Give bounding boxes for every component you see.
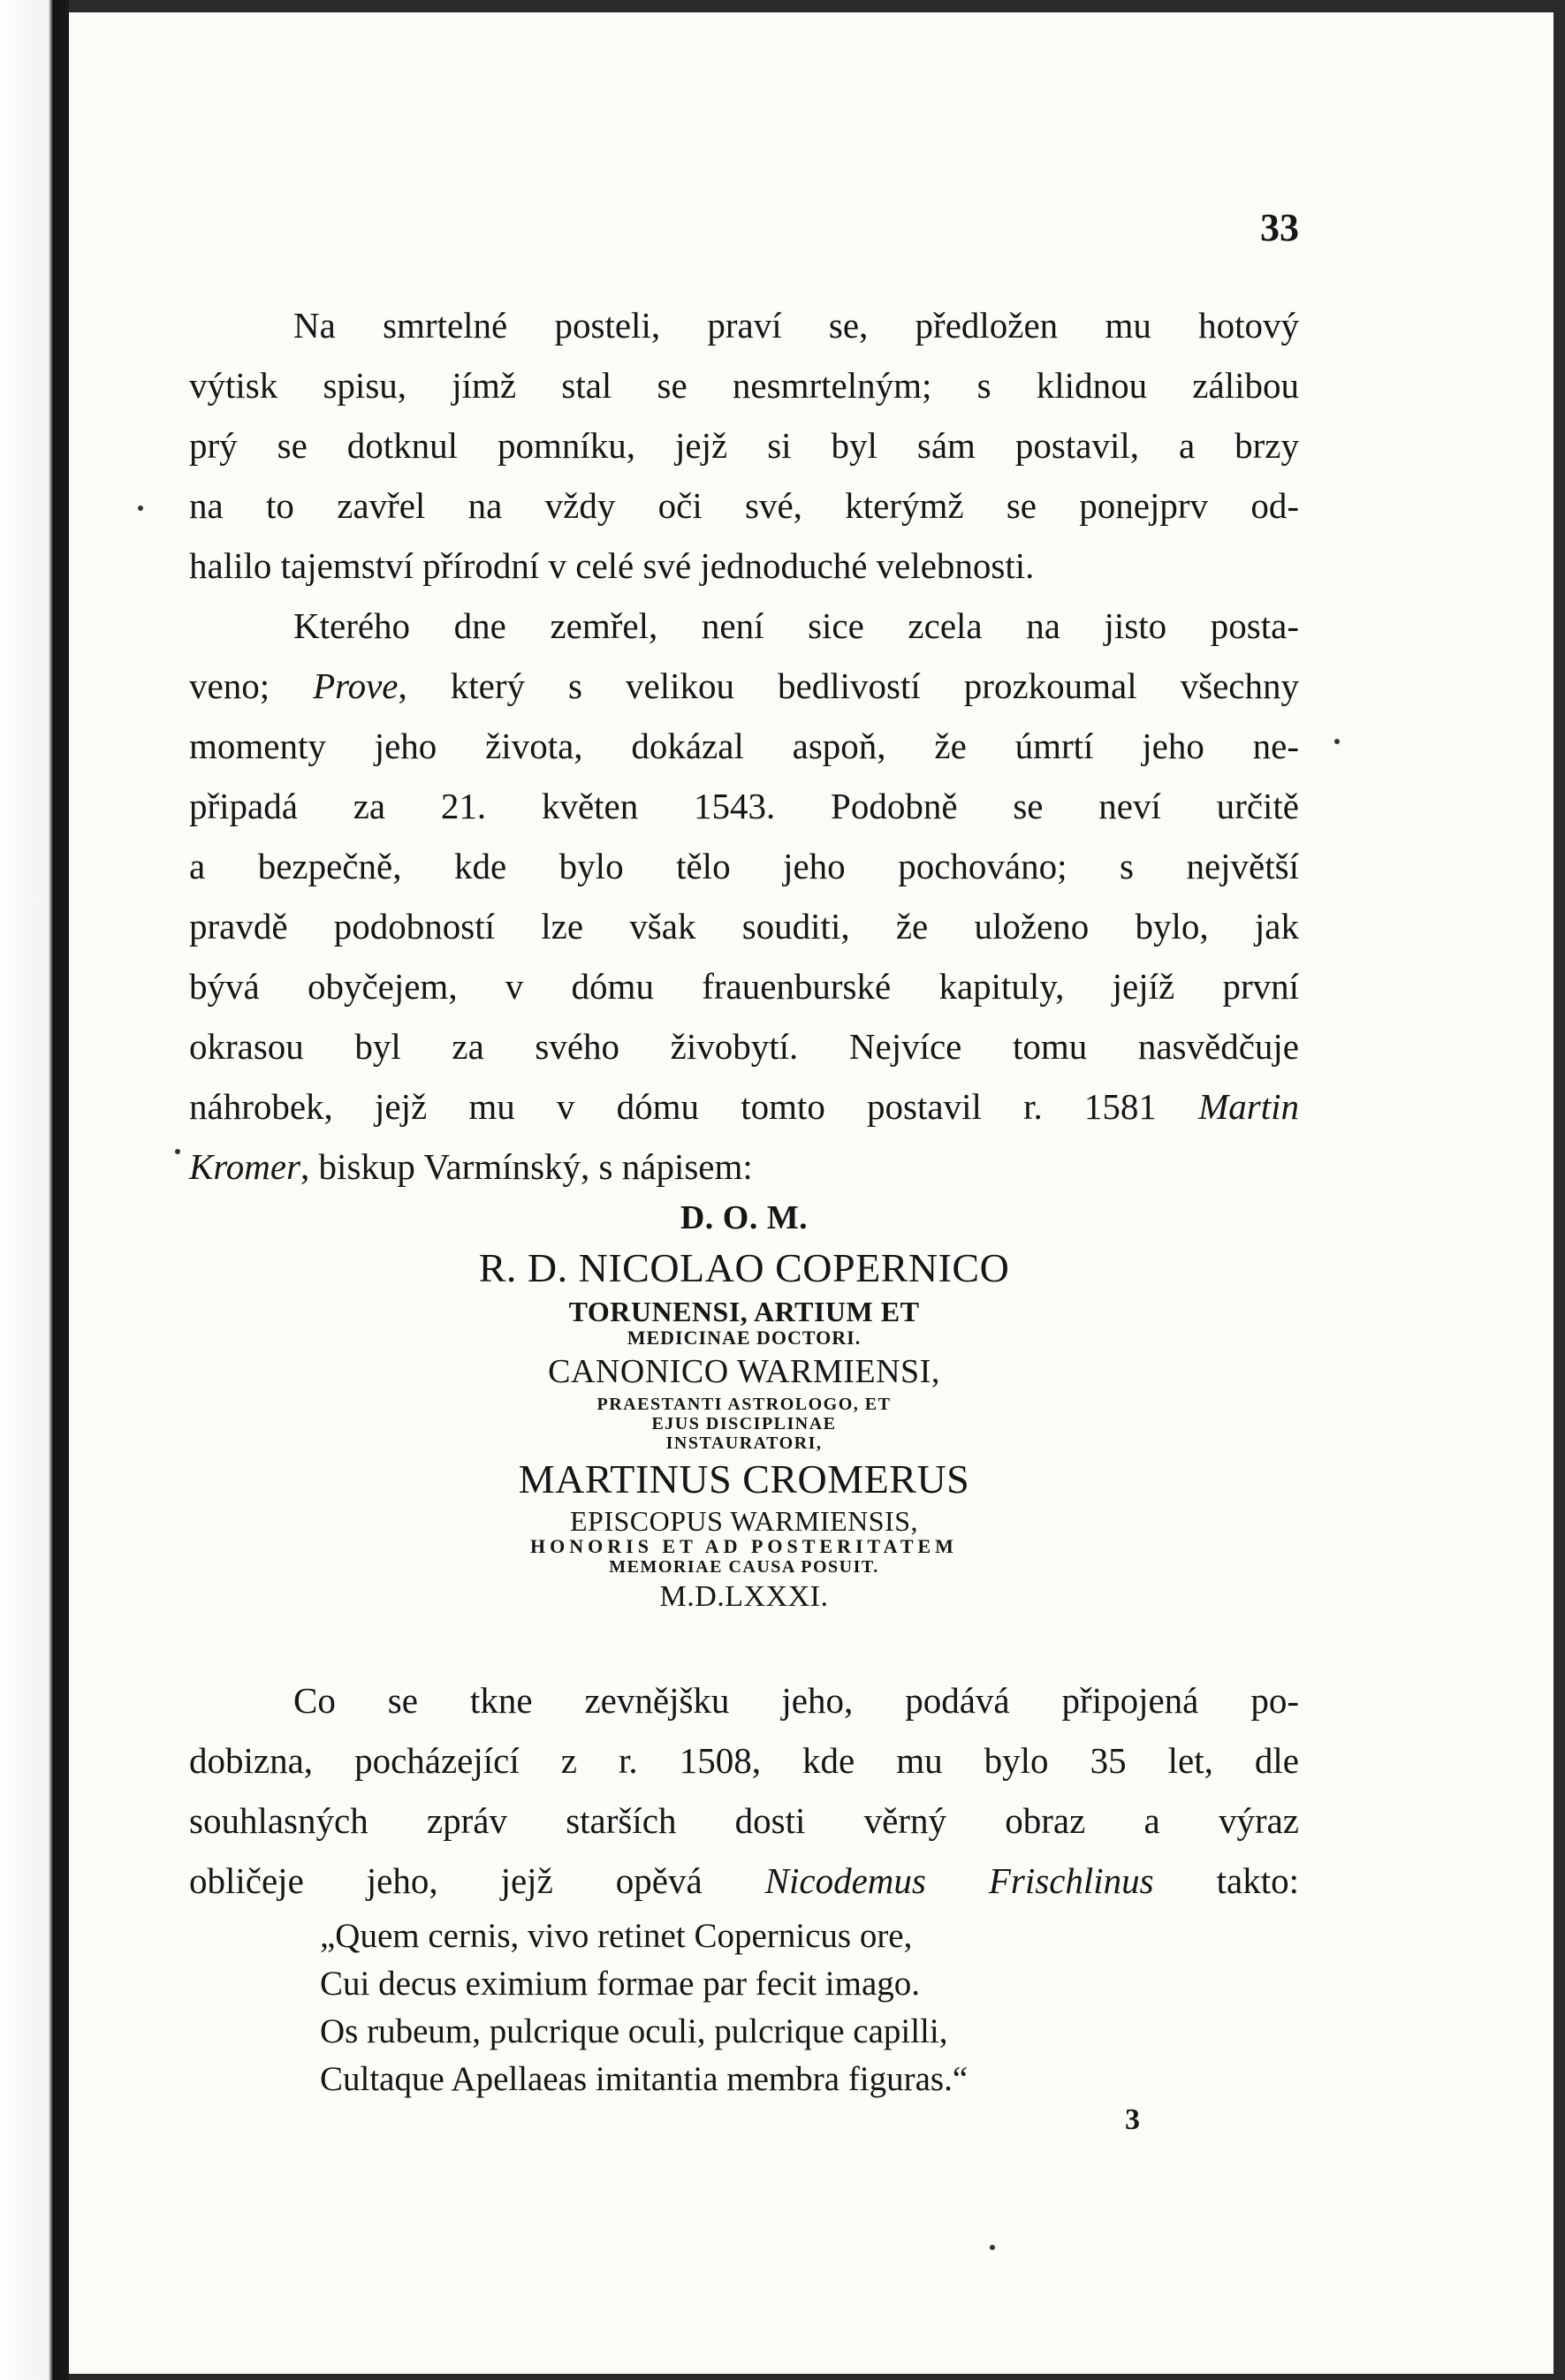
signature-mark: 3 [1125,2103,1140,2136]
scan-edge [0,0,69,2380]
text-span: takto: [1153,1860,1300,1901]
scan-speck [1334,739,1340,744]
text-span: veno; [189,665,314,706]
paragraph-3 [189,1670,1299,1911]
poem-line: Cultaque Apellaeas imitantia membra figuras.“ [320,2060,969,2098]
epitaph-inscription [189,1195,1299,1617]
latin-poem [320,1912,1168,2103]
epitaph-line: INSTAURATORI, [665,1433,823,1453]
epitaph-line: MARTINUS CROMERUS [518,1456,970,1502]
text-span: náhrobek, jejž mu v dómu tomto postavil r. 1581 [189,1086,1199,1127]
text-line: souhlasných zpráv starších dosti věrný obraz a výraz [189,1800,1299,1841]
text-line: na to zavřel na vždy oči své, kterýmž se ponejprv od- [189,485,1299,526]
text-line: a bezpečně, kde bylo tělo jeho pochováno; s největší [189,846,1299,886]
text-line: pravdě podobností lze však souditi, že uloženo bylo, jak [189,906,1299,947]
author-name-prove: Prove [313,665,399,706]
text-line: Kterého dne zemřel, není sice zcela na jisto posta- [293,605,1299,646]
epitaph-line: M.D.LXXXI. [659,1580,829,1613]
epitaph-line: EPISCOPUS WARMIENSIS, [570,1505,918,1537]
epitaph-line: TORUNENSI, ARTIUM ET [568,1296,920,1327]
text-span: , biskup Varmínský, s nápisem: [300,1146,753,1187]
text-line: připadá za 21. květen 1543. Podobně se neví určitě [189,786,1299,826]
epitaph-line: PRAESTANTI ASTROLOGO, ET [596,1395,892,1414]
page-number: 33 [1260,206,1299,249]
scan-speck [990,2245,995,2250]
paragraph-1 [189,295,1299,596]
poem-line: „Quem cernis, vivo retinet Copernicus ore, [320,1917,913,1955]
text-line [189,1137,1299,1197]
main-text [189,295,1299,1197]
paragraph-2 [189,596,1299,1197]
text-line [189,656,1299,716]
epitaph-line: MEMORIAE CAUSA POSUIT. [609,1557,879,1577]
text-line: výtisk spisu, jímž stal se nesmrtelným; s klidnou zálibou [189,365,1299,406]
poem-line: Cui decus eximium formae par fecit imago. [320,1965,921,2003]
text-line: dobizna, pocházející z r. 1508, kde mu bylo 35 let, dle [189,1740,1299,1781]
author-name-martin: Martin [1198,1086,1299,1127]
text-span: , který s velikou bedlivostí prozkoumal všechny [398,665,1300,706]
epitaph-line: CANONICO WARMIENSI, [548,1353,940,1390]
text-line: okrasou byl za svého živobytí. Nejvíce tomu nasvědčuje [189,1026,1299,1067]
text-line [189,1076,1299,1137]
author-name-frischlinus: Nicodemus Frischlinus [764,1860,1154,1901]
epitaph-line: HONORIS ET AD POSTERITATEM [530,1535,958,1557]
epitaph-line: D. O. M. [680,1199,809,1236]
text-line: momenty jeho života, dokázal aspoň, že úmrtí jeho ne- [189,726,1299,766]
poem-line: Os rubeum, pulcrique oculi, pulcrique capilli, [320,2012,948,2050]
epitaph-line: MEDICINAE DOCTORI. [627,1327,862,1349]
text-line: prý se dotknul pomníku, jejž si byl sám postavil, a brzy [189,425,1299,466]
author-name-kromer: Kromer [189,1146,301,1187]
text-line: Co se tkne zevnějšku jeho, podává připojená po- [293,1680,1299,1721]
scan-speck [175,1149,180,1154]
epitaph-line: EJUS DISCIPLINAE [651,1414,837,1433]
text-span: obličeje jeho, jejž opěvá [189,1860,765,1901]
text-line: Na smrtelné posteli, praví se, předložen mu hotový [293,305,1299,346]
epitaph-line: R. D. NICOLAO COPERNICO [478,1245,1010,1290]
text-line [189,1851,1299,1911]
text-line: halilo tajemství přírodní v celé své jednoduché velebnosti. [189,545,1035,586]
scan-speck [138,506,143,511]
text-line: bývá obyčejem, v dómu frauenburské kapituly, jejíž první [189,966,1299,1007]
